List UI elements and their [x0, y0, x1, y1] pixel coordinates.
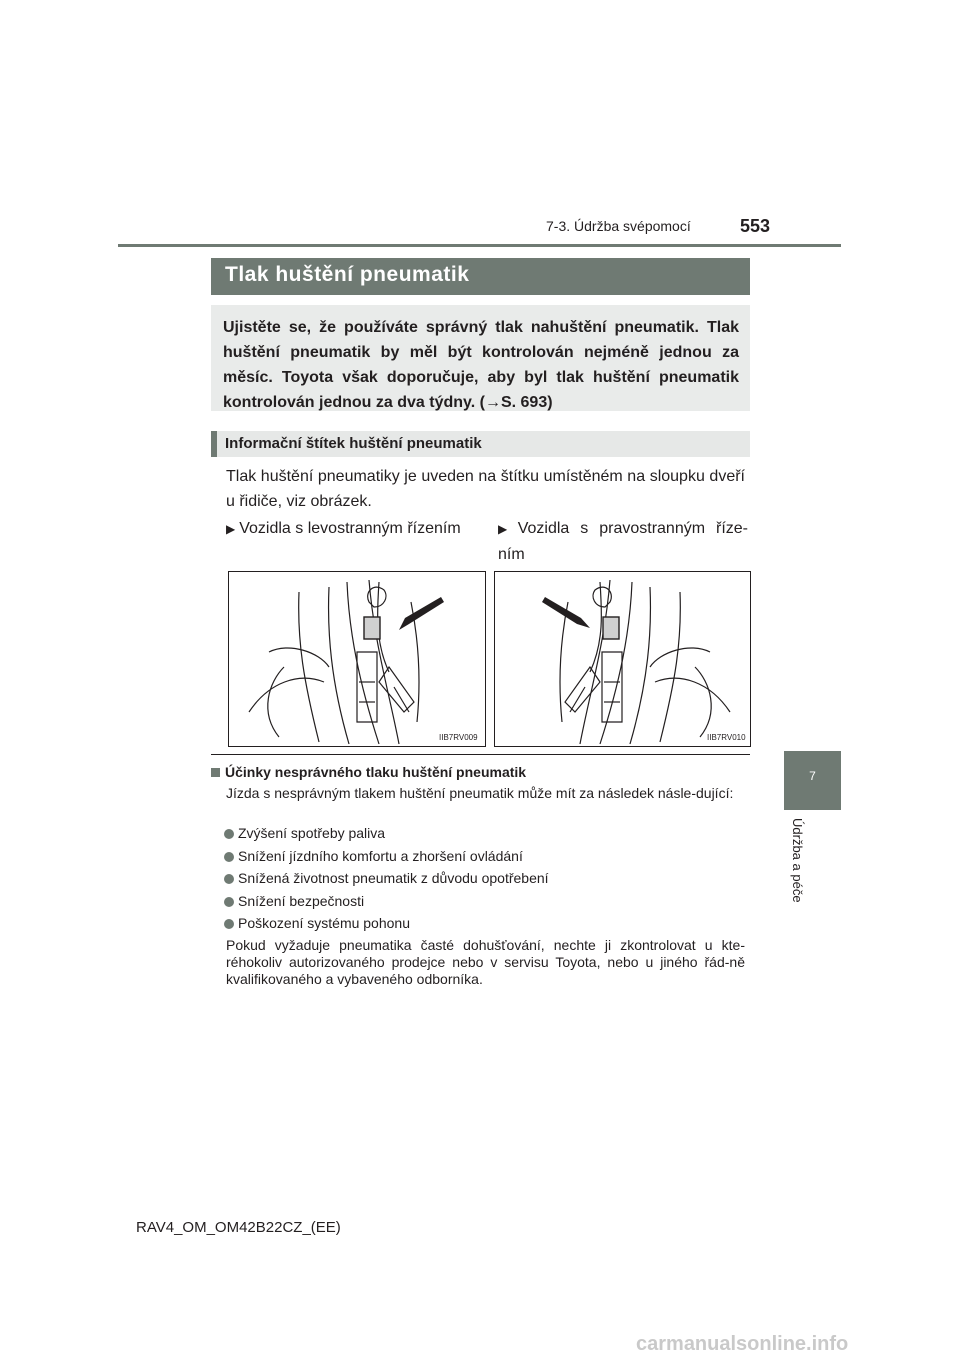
chapter-label: Údržba a péče: [790, 818, 805, 903]
door-pillar-illustration-left: [228, 571, 486, 747]
footer-model-code: RAV4_OM_OM42B22CZ_(EE): [136, 1219, 341, 1236]
list-item-text: Snížení jízdního komfortu a zhoršení ovládání: [238, 848, 523, 864]
list-item: [224, 892, 364, 910]
header-section-title: 7-3. Údržba svépomocí: [546, 218, 691, 234]
intro-text: Ujistěte se, že používáte správný tlak nahuštění pneumatik. Tlak huštění pneumatik by měl být kontrolován nejméně jednou za měsíc. Toyota však doporučuje, aby byl tlak huštění pneumatik kontrolován jednou za dva týdny. (→S. 693): [223, 319, 739, 411]
vehicle-right-label: [498, 516, 748, 567]
chapter-tab: [784, 751, 841, 810]
header-divider: [118, 244, 841, 247]
list-item: [224, 914, 410, 932]
intro-box: [211, 305, 750, 411]
door-pillar-drawing-right: [495, 572, 750, 746]
watermark: carmanualsonline.info: [636, 1333, 849, 1355]
page-title: Tlak huštění pneumatik: [225, 263, 470, 286]
subsection-body: Tlak huštění pneumatiky je uveden na štítku umístěném na sloupku dveří u řidiče, viz obrázek.: [226, 468, 745, 510]
bullet-dot-icon: [224, 829, 234, 839]
subsection-bar: [211, 431, 750, 457]
door-pillar-illustration-right: [494, 571, 751, 747]
effects-heading-text: Účinky nesprávného tlaku huštění pneumatik: [225, 764, 527, 780]
triangle-right-icon: ▶: [498, 522, 514, 536]
page-number: 553: [740, 216, 771, 236]
bullet-dot-icon: [224, 919, 234, 929]
section-divider: [211, 754, 750, 755]
list-item-text: Snížení bezpečnosti: [238, 893, 365, 909]
square-bullet-icon: [211, 768, 220, 777]
list-item-text: Poškození systému pohonu: [238, 915, 410, 931]
vehicle-left-text: Vozidla s levostranným řízením: [239, 520, 461, 537]
door-pillar-drawing-left: [229, 572, 485, 746]
vehicle-right-text: Vozidla s pravostranným říze-ním: [498, 520, 748, 563]
effects-note: Pokud vyžaduje pneumatika časté dohušťování, nechte ji zkontrolovat u kte-réhokoliv autorizovaného prodejce nebo v servisu Toyota, nebo u jiného řád-ně kvalifikovaného a vybaveného odborníka.: [226, 937, 745, 987]
triangle-right-icon: ▶: [226, 522, 236, 536]
chapter-number: 7: [809, 769, 816, 783]
list-item: [224, 869, 549, 887]
list-item: [224, 847, 523, 865]
bullet-dot-icon: [224, 874, 234, 884]
bullet-dot-icon: [224, 897, 234, 907]
list-item-text: Zvýšení spotřeby paliva: [238, 825, 386, 841]
effects-heading: [211, 764, 526, 780]
list-item: [224, 824, 385, 842]
subsection-title: Informační štítek huštění pneumatik: [225, 435, 482, 452]
effects-intro: Jízda s nesprávným tlakem huštění pneumatik může mít za následek násle-dující:: [226, 785, 734, 801]
title-bar: [211, 258, 750, 295]
bullet-dot-icon: [224, 852, 234, 862]
image-code-right: IIB7RV010: [707, 733, 746, 742]
vehicle-left-label: [226, 516, 486, 542]
image-code-left: IIB7RV009: [439, 733, 478, 742]
list-item-text: Snížená životnost pneumatik z důvodu opotřebení: [238, 870, 549, 886]
